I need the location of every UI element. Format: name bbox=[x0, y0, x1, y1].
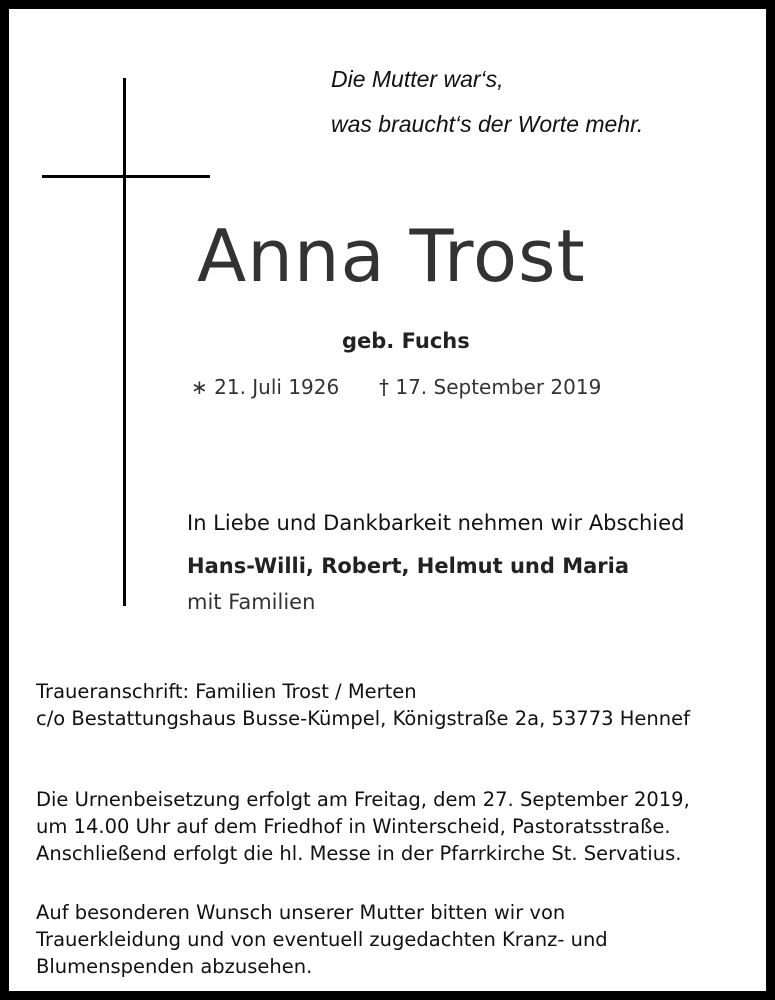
cross-vertical-bar bbox=[123, 78, 126, 606]
deceased-name: Anna Trost bbox=[197, 214, 586, 298]
funeral-details bbox=[36, 786, 690, 867]
wish-line-3: Blumenspenden abzusehen. bbox=[36, 955, 313, 978]
funeral-line-1: Die Urnenbeisetzung erfolgt am Freitag, dem 27. September 2019, bbox=[36, 788, 690, 811]
special-wish bbox=[36, 899, 608, 980]
farewell-intro: In Liebe und Dankbarkeit nehmen wir Abschied bbox=[187, 511, 685, 535]
quote-line-1: Die Mutter war‘s, bbox=[331, 66, 504, 92]
maiden-name: geb. Fuchs bbox=[342, 329, 470, 353]
mourning-address bbox=[36, 678, 690, 732]
funeral-line-3: Anschließend erfolgt die hl. Messe in der Pfarrkirche St. Servatius. bbox=[36, 842, 682, 865]
funeral-line-2: um 14.00 Uhr auf dem Friedhof in Winterscheid, Pastoratsstraße. bbox=[36, 815, 671, 838]
quote-line-2: was braucht‘s der Worte mehr. bbox=[331, 111, 644, 137]
wish-line-2: Trauerkleidung und von eventuell zugedachten Kranz- und bbox=[36, 928, 608, 951]
mourner-names: Hans-Willi, Robert, Helmut und Maria bbox=[187, 554, 630, 578]
wish-line-1: Auf besonderen Wunsch unserer Mutter bitten wir von bbox=[36, 901, 566, 924]
address-line-2: c/o Bestattungshaus Busse-Kümpel, Königstraße 2a, 53773 Hennef bbox=[36, 707, 690, 730]
cross-horizontal-bar bbox=[42, 175, 210, 178]
mourner-families: mit Familien bbox=[187, 590, 316, 614]
death-date: † 17. September 2019 bbox=[379, 375, 602, 399]
address-line-1: Traueranschrift: Familien Trost / Merten bbox=[36, 680, 417, 703]
birth-date: ∗ 21. Juli 1926 bbox=[191, 375, 340, 399]
